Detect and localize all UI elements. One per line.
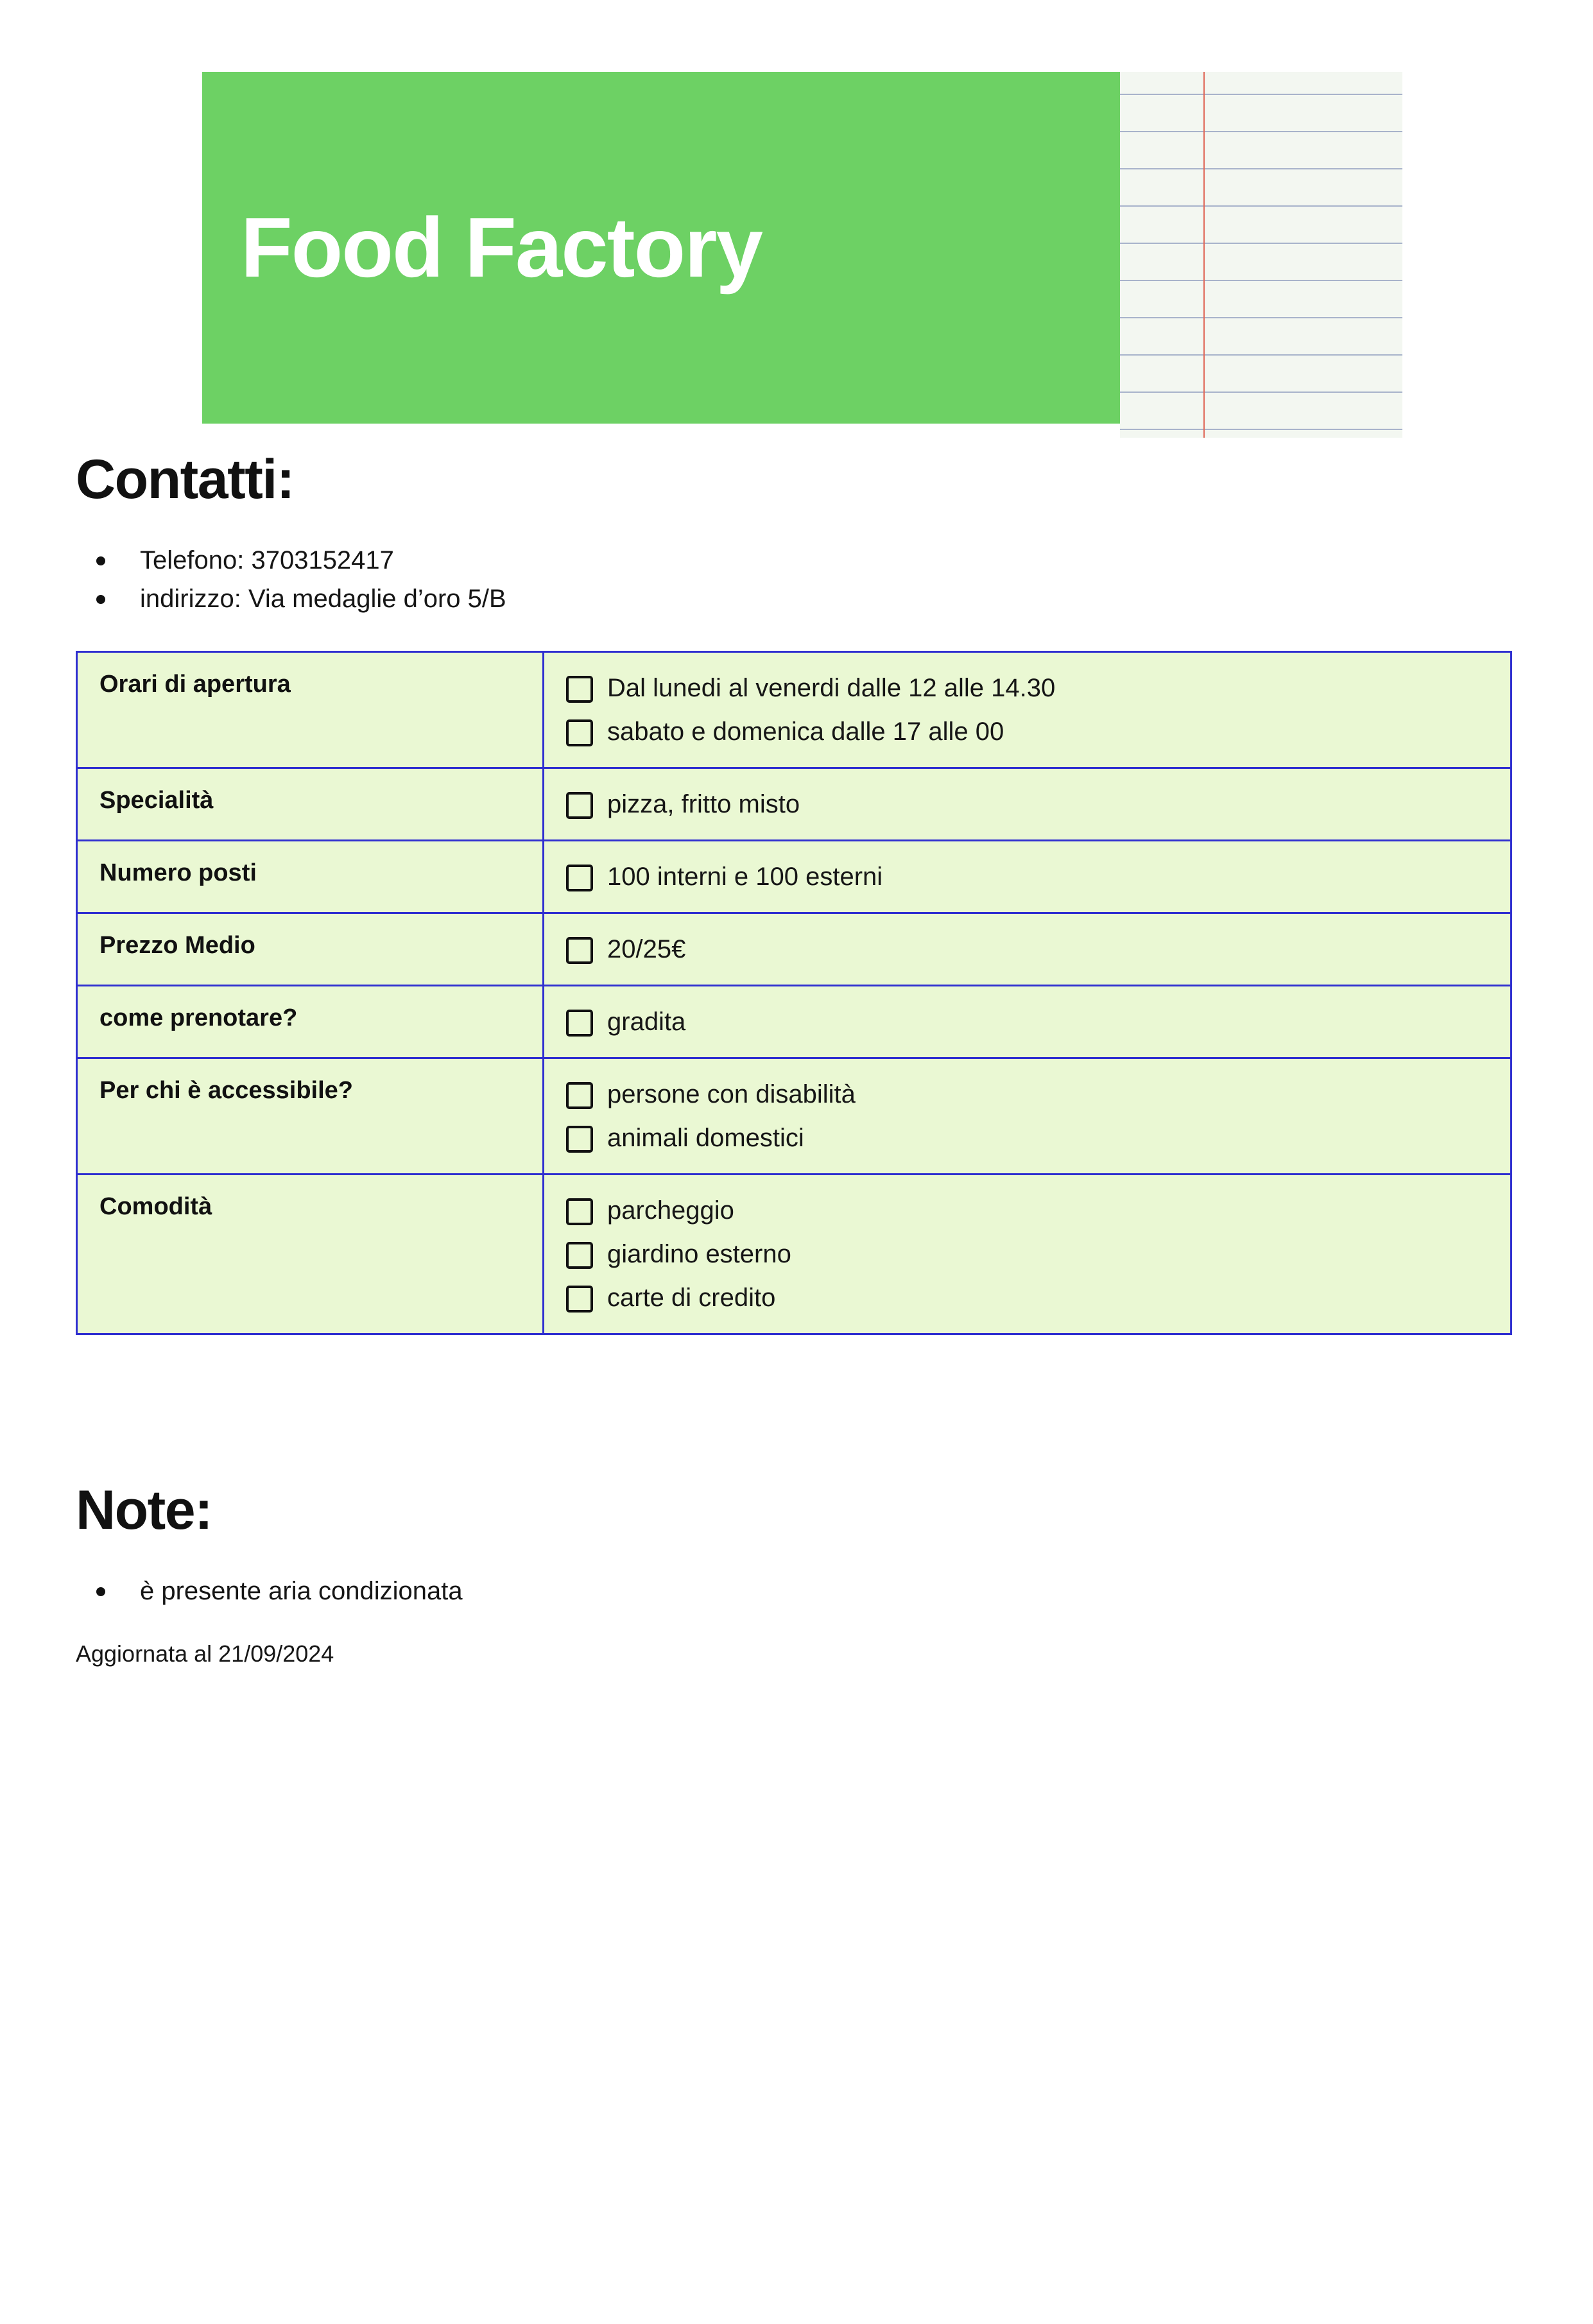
row-label: Specialità <box>77 768 544 841</box>
checkbox-icon[interactable] <box>566 1010 593 1037</box>
table-row <box>77 986 1511 1058</box>
row-values <box>544 841 1511 913</box>
notes-heading: Note: <box>76 1479 212 1542</box>
checkbox-label: 100 interni e 100 esterni <box>607 863 883 891</box>
checkbox-row[interactable] <box>566 859 1491 894</box>
checkbox-label: pizza, fritto misto <box>607 790 800 819</box>
row-label: come prenotare? <box>77 986 544 1058</box>
list-item: indirizzo: Via medaglie d’oro 5/B <box>140 580 1593 619</box>
checkbox-icon[interactable] <box>566 1286 593 1313</box>
checkbox-row[interactable] <box>566 671 1491 705</box>
row-values <box>544 768 1511 841</box>
checkbox-icon[interactable] <box>566 792 593 819</box>
checkbox-row[interactable] <box>566 1121 1491 1155</box>
checkbox-icon[interactable] <box>566 1126 593 1153</box>
table-row <box>77 652 1511 768</box>
checkbox-icon[interactable] <box>566 1082 593 1109</box>
contacts-list <box>0 541 1593 619</box>
row-label: Prezzo Medio <box>77 913 544 986</box>
checkbox-label: giardino esterno <box>607 1240 791 1269</box>
checkbox-row[interactable] <box>566 1237 1491 1271</box>
row-label: Comodità <box>77 1175 544 1334</box>
checkbox-label: sabato e domenica dalle 17 alle 00 <box>607 718 1004 746</box>
header-banner <box>0 72 1593 438</box>
checkbox-label: animali domestici <box>607 1124 804 1153</box>
banner-green-block <box>202 72 1120 424</box>
list-item: Telefono: 3703152417 <box>140 541 1593 580</box>
row-label: Orari di apertura <box>77 652 544 768</box>
row-values <box>544 1175 1511 1334</box>
checkbox-label: carte di credito <box>607 1284 776 1313</box>
checkbox-icon[interactable] <box>566 719 593 746</box>
notes-list <box>0 1572 1593 1611</box>
updated-date: Aggiornata al 21/09/2024 <box>76 1640 334 1667</box>
row-values <box>544 913 1511 986</box>
row-label: Per chi è accessibile? <box>77 1058 544 1175</box>
row-values <box>544 1058 1511 1175</box>
checkbox-row[interactable] <box>566 932 1491 967</box>
table-row <box>77 913 1511 986</box>
checkbox-icon[interactable] <box>566 937 593 964</box>
checkbox-label: parcheggio <box>607 1196 734 1225</box>
row-values <box>544 986 1511 1058</box>
table-row <box>77 841 1511 913</box>
checkbox-row[interactable] <box>566 1193 1491 1228</box>
checkbox-row[interactable] <box>566 1077 1491 1112</box>
checkbox-icon[interactable] <box>566 865 593 891</box>
restaurant-title: Food Factory <box>241 200 762 295</box>
list-item: è presente aria condizionata <box>140 1572 1593 1611</box>
checkbox-row[interactable] <box>566 1004 1491 1039</box>
table-row <box>77 1058 1511 1175</box>
row-values <box>544 652 1511 768</box>
table-row <box>77 768 1511 841</box>
checkbox-row[interactable] <box>566 1280 1491 1315</box>
checkbox-icon[interactable] <box>566 676 593 703</box>
checkbox-icon[interactable] <box>566 1198 593 1225</box>
info-table <box>76 651 1512 1335</box>
row-label: Numero posti <box>77 841 544 913</box>
checkbox-label: Dal lunedi al venerdi dalle 12 alle 14.30 <box>607 674 1056 703</box>
notepaper-graphic <box>1120 72 1402 438</box>
checkbox-icon[interactable] <box>566 1242 593 1269</box>
checkbox-label: 20/25€ <box>607 935 686 964</box>
table-row <box>77 1175 1511 1334</box>
checkbox-row[interactable] <box>566 714 1491 749</box>
checkbox-label: persone con disabilità <box>607 1080 856 1109</box>
checkbox-row[interactable] <box>566 787 1491 822</box>
checkbox-label: gradita <box>607 1008 686 1037</box>
contacts-heading: Contatti: <box>76 449 294 510</box>
